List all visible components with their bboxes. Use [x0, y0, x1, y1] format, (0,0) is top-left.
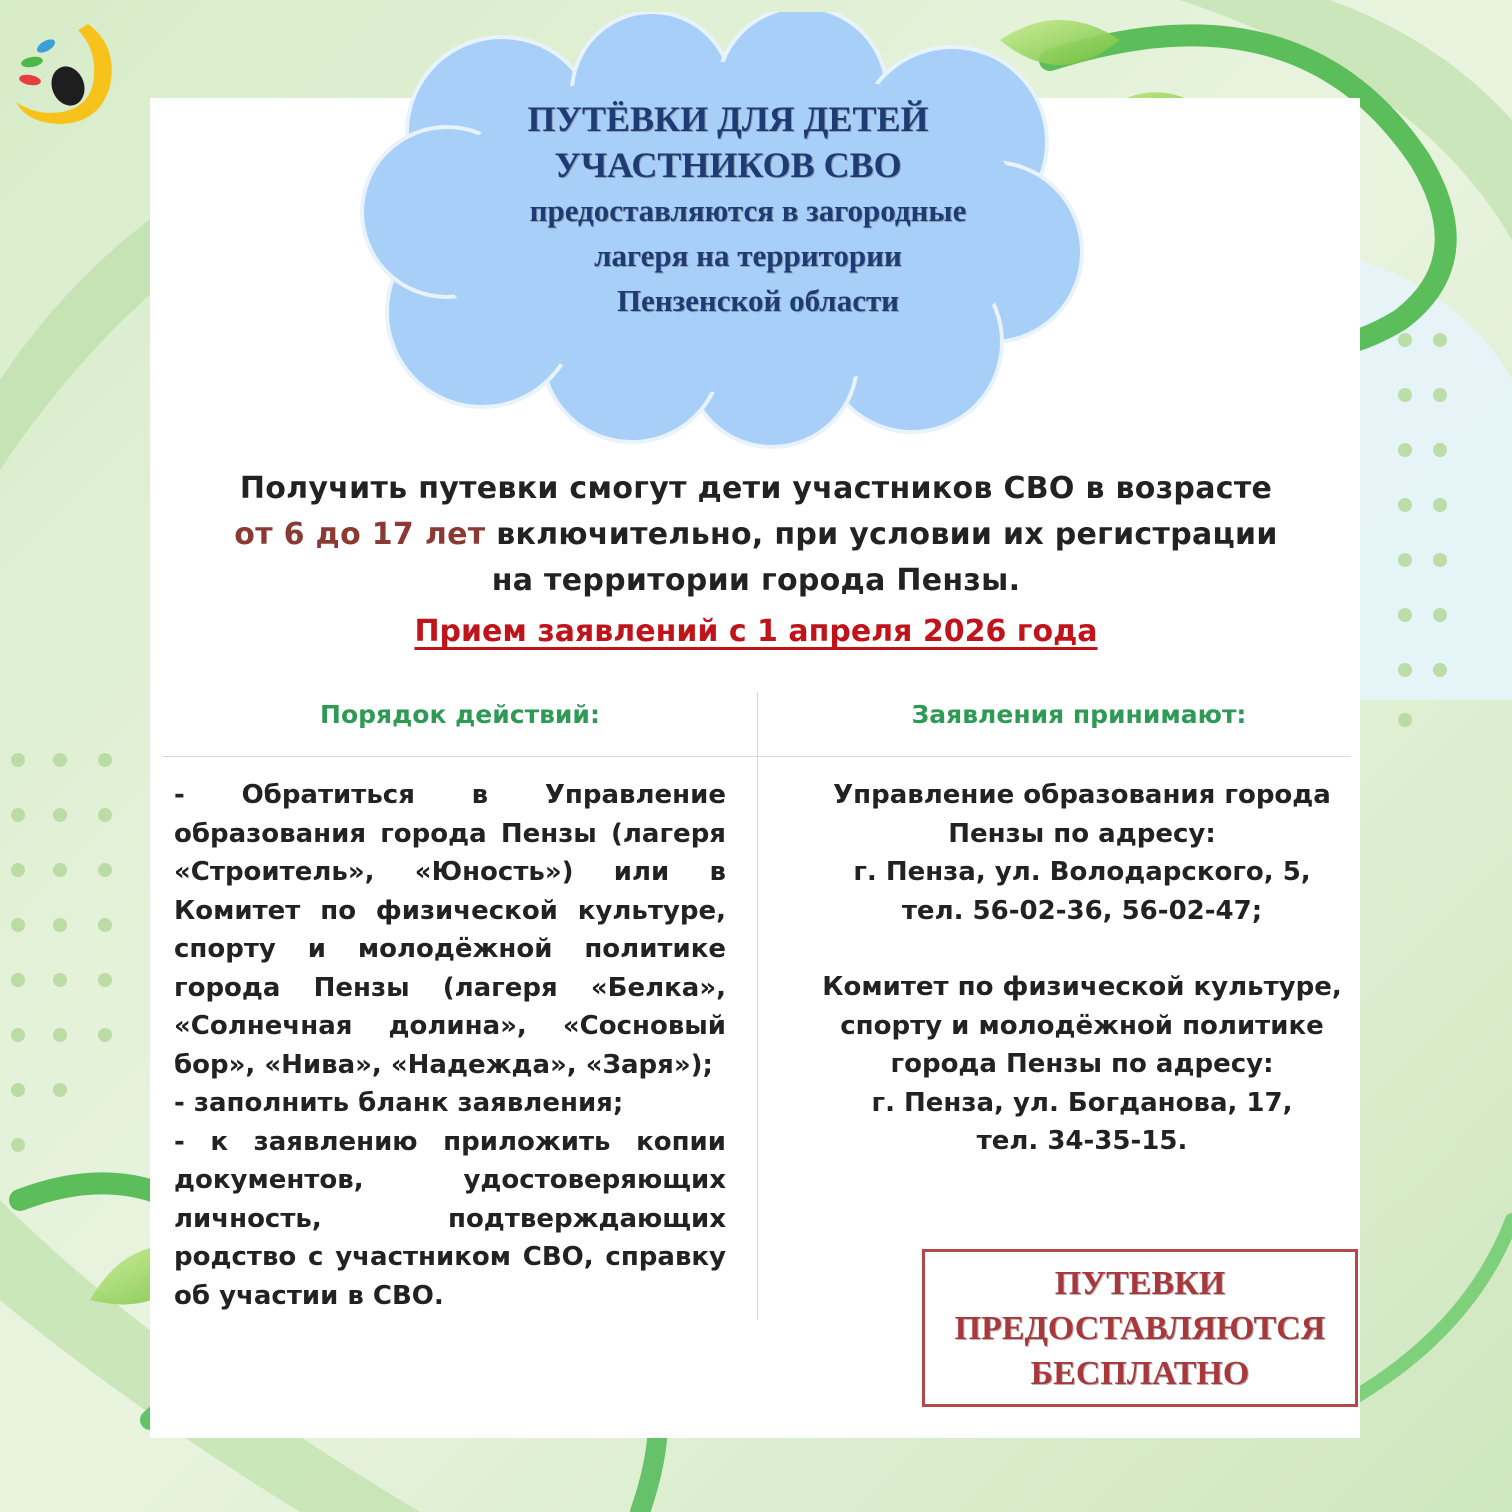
colorful-smile-logo-icon [6, 16, 122, 128]
free-box-line-2: ПРЕДОСТАВЛЯЮТСЯ [954, 1309, 1326, 1347]
office-2-name: Комитет по физической культуре, [822, 972, 1342, 1002]
step-item: - заполнить бланк заявления; [174, 1088, 624, 1118]
steps-list [174, 776, 726, 1315]
eligibility-line-1: Получить путевки смогут дети участников СВО в возрасте [239, 471, 1273, 506]
cloud-title-line-2: УЧАСТНИКОВ СВО [554, 145, 902, 185]
cloud-title-line-1: ПУТЁВКИ ДЛЯ ДЕТЕЙ [527, 99, 929, 139]
age-range: от 6 до 17 лет [234, 517, 486, 552]
eligibility-line-2 [160, 512, 1352, 558]
offices-list [790, 776, 1374, 1161]
header-divider [163, 756, 1351, 757]
application-start-date: Прием заявлений с 1 апреля 2026 года [414, 614, 1098, 649]
column-divider [757, 692, 758, 1320]
cloud-subtitle-line-1: предоставляются в загородные [529, 193, 967, 228]
office-2-name-cont: спорту и молодёжной политике [840, 1010, 1324, 1041]
office-2-phone: тел. 34-35-15. [976, 1126, 1188, 1156]
free-box-line-1: ПУТЕВКИ [1054, 1264, 1226, 1302]
cloud-subtitle-line-2: лагеря на территории [594, 238, 902, 273]
step-item: - Обратиться в Управление образования города Пензы (лагеря «Строитель», «Юность») или в Комитет по физической культуре, спорту и молодёжной политике города Пензы (лагеря «Белка», «Солнечная долина», «Сосновый бор», «Нива», «Надежда», «Заря»); [174, 780, 726, 1080]
eligibility-text [160, 466, 1352, 604]
office-1-phone: тел. 56-02-36, 56-02-47; [901, 895, 1263, 926]
free-of-charge-box [922, 1249, 1358, 1407]
office-1-name: Управление образования города [833, 780, 1331, 810]
step-item: - к заявлению приложить копии документов, удостоверяющих личность, подтверждающих родство с участником СВО, справку об участии в СВО. [174, 1126, 726, 1311]
eligibility-condition: включительно, при условии их регистрации [496, 517, 1278, 552]
free-box-line-3: БЕСПЛАТНО [1030, 1354, 1250, 1392]
steps-header: Порядок действий: [320, 700, 600, 729]
office-2-address: г. Пенза, ул. Богданова, 17, [871, 1087, 1293, 1118]
cloud-subtitle-line-3: Пензенской области [616, 283, 900, 318]
office-2-name-cont-2: города Пензы по адресу: [890, 1049, 1274, 1079]
offices-header: Заявления принимают: [911, 700, 1247, 729]
eligibility-line-3: на территории города Пензы. [491, 563, 1021, 598]
office-1-name-cont: Пензы по адресу: [948, 818, 1216, 849]
title-cloud [352, 12, 1104, 452]
office-1-address: г. Пенза, ул. Володарского, 5, [853, 857, 1311, 887]
